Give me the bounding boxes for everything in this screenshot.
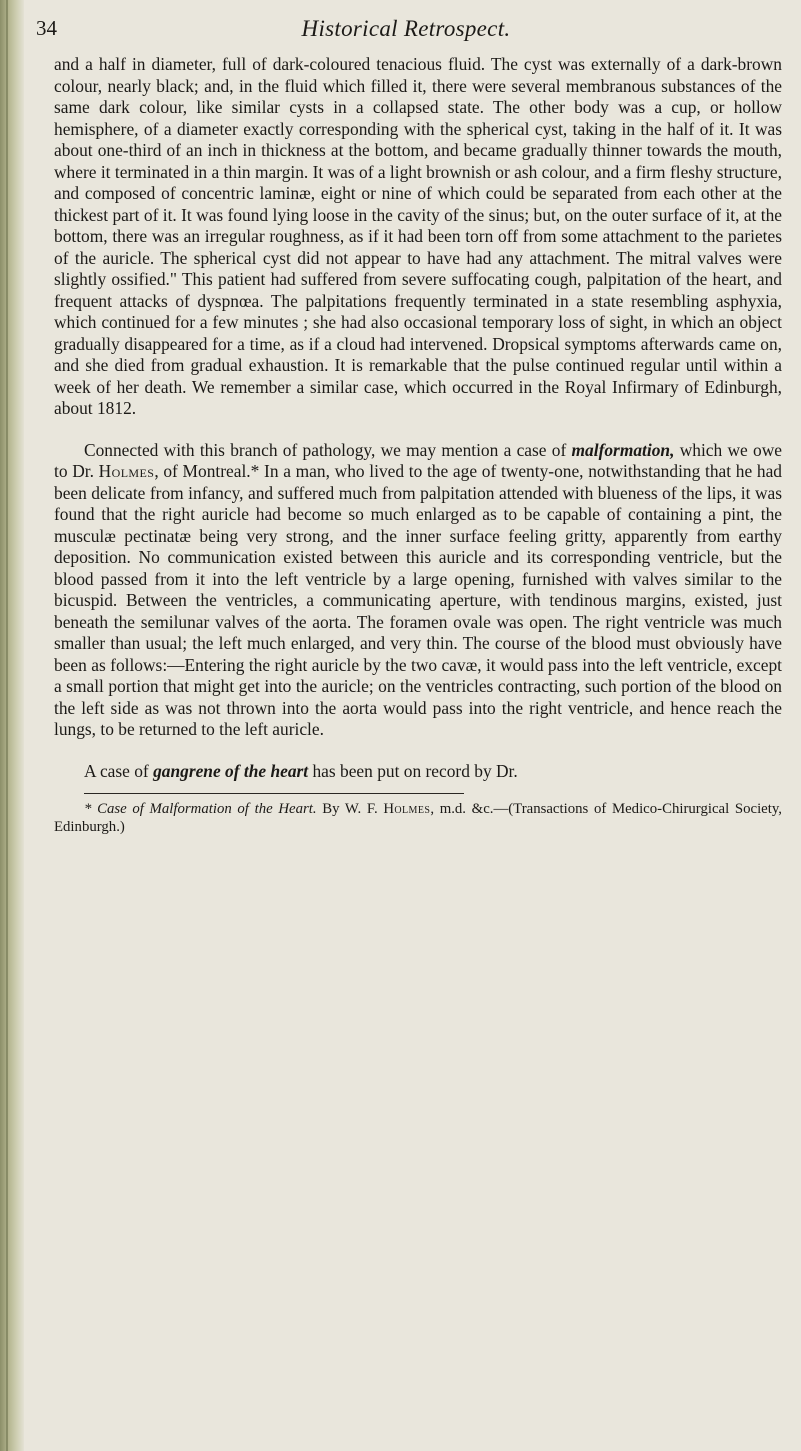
footnote-title: * Case of Malformation of the Heart.	[84, 801, 317, 817]
paragraph-continuation: and a half in diameter, full of dark-coloured tenacious fluid. The cyst was externally of a dark-brown colour, nearly black; and, in the fluid which filled it, there were several membranous substances of the same dark colour, like similar cysts in a collapsed state. The other body was a cup, or hollow hemisphere, of a diameter exactly corresponding with the spherical cyst, taking in the half of it. It was about one-third of an inch in thickness at the bottom, and became gradually thinner towards the mouth, where it terminated in a thin margin. It was of a light brownish or ash colour, and a firm fleshy structure, and composed of concentric laminæ, eight or nine of which could be separated from each other at the thickest part of it. It was found lying loose in the cavity of the sinus; but, on the outer surface of it, at the bottom, there was an irregular roughness, as if it had been torn off from some attachment to the parietes of the auricle. The spherical cyst did not appear to have had any attachment. The mitral valves were slightly ossified." This patient had suffered from severe suffocating cough, palpitation of the heart, and frequent attacks of dyspnœa. The palpitations frequently terminated in a state resembling asphyxia, which continued for a few minutes ; she had also occasional temporary loss of sight, in which an object gradually disappeared for a time, as if a cloud had intervened. Dropsical symptoms afterwards came on, and she died from gradual exhaustion. It is remarkable that the pulse continued regular until within a week of her death. We remember a similar case, which occurred in the Royal Infirmary of Edinburgh, about 1812.	[54, 54, 782, 418]
footnote-by: By W. F.	[316, 801, 384, 817]
paragraph-text-start: Connected with this branch of pathology, we may mention a case of	[84, 439, 572, 460]
body-text	[54, 54, 782, 836]
binding-gutter	[0, 0, 24, 1451]
running-head: Historical Retrospect.	[301, 16, 511, 41]
footnote-author: Holmes	[383, 801, 431, 817]
footnote-rule	[84, 793, 464, 794]
footnote-rest: , m.d. &c.—(Transactions of Medico-Chirurgical Society, Edinburgh.)	[54, 801, 782, 835]
italic-term-malformation: malformation,	[571, 439, 675, 460]
page-header	[36, 16, 776, 50]
italic-term-gangrene: gangrene of the heart	[153, 760, 309, 781]
author-name: Holmes	[98, 461, 155, 481]
paragraph-text-rest: has been put on record by Dr.	[308, 760, 518, 781]
paragraph-gangrene	[54, 761, 782, 783]
paragraph-malformation	[54, 440, 782, 741]
paragraph-text-start: A case of	[84, 760, 154, 781]
paragraph-text-mid: which we owe to Dr.	[54, 439, 782, 481]
paragraph-text-rest: , of Montreal.* In a man, who lived to the age of twenty-one, notwithstanding that he had been delicate from infancy, and suffered much from palpitation attended with blueness of the lips, it was found that the right auricle had become so much enlarged as to be capable of containing a pint, the musculæ pectinatæ being very strong, and the inner surface feeling gritty, apparently from earthy deposition. No communication existed between this auricle and its corresponding ventricle, but the blood passed from it into the left ventricle by a large opening, furnished with valves similar to the bicuspid. Between the ventricles, a communicating aperture, with tendinous margins, existed, just beneath the semilunar valves of the aorta. The foramen ovale was open. The right ventricle was much smaller than usual; the left much enlarged, and very thin. The course of the blood must obviously have been as follows:—Entering the right auricle by the two cavæ, it would pass into the left ventricle, except a small portion that might get into the auricle; on the ventricles contracting, such portion of the blood on the left side as was not thrown into the aorta would pass into the right ventricle, and hence reach the lungs, to be returned to the left auricle.	[54, 461, 782, 739]
footnote	[54, 800, 782, 836]
page-number: 34	[36, 16, 57, 40]
gutter-edge-line	[6, 0, 8, 1451]
